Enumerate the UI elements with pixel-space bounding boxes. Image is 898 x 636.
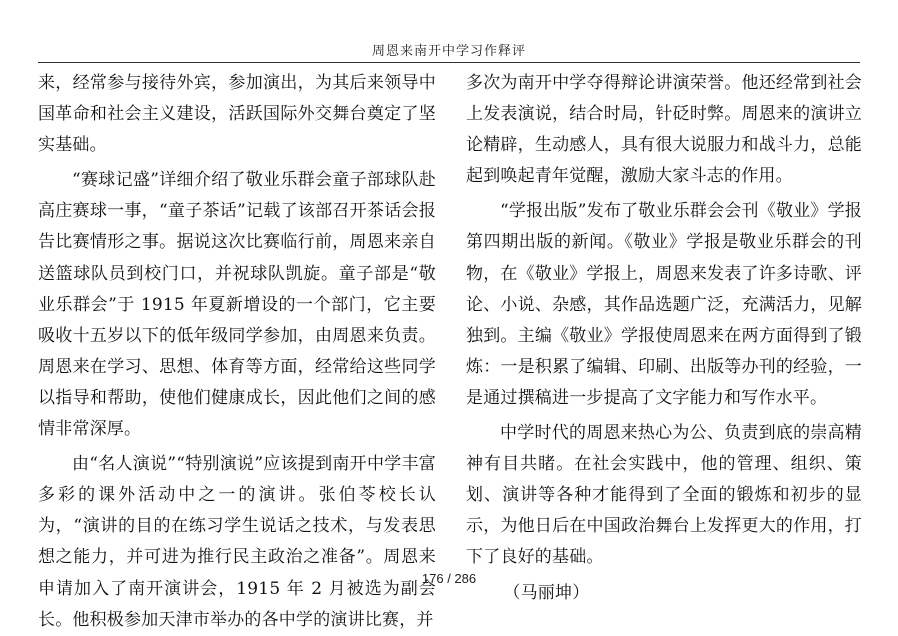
author-signature: （马丽坤） — [503, 582, 590, 603]
left-paragraph-1: 来，经常参与接待外宾，参加演出，为其后来领导中国革命和社会主义建设，活跃国际外交舞台奠定了坚实基础。 — [38, 73, 436, 156]
right-paragraph-1: 多次为南开中学夺得辩论讲演荣誉。他还经常到社会上发表演说，结合时局，针砭时弊。周恩来的演讲立论精辟，生动感人，具有很大说服力和战斗力，总能起到唤起青年觉醒，激励大家斗志的作用。 — [466, 73, 862, 187]
left-paragraph-3: 由“名人演说”“特别演说”应该提到南开中学丰富多彩的课外活动中之一的演讲。张伯苓校长认为，“演讲的目的在练习学生说话之技术，与发表思想之能力，并可进为推行民主政治之准备”。周恩来申请加入了南开演讲会，1915 年 2 月被选为副会长。他积极参加天津市举办的各中学的演讲比赛，并 — [38, 454, 436, 630]
right-paragraph-2: “学报出版”发布了敬业乐群会会刊《敬业》学报第四期出版的新闻。《敬业》学报是敬业乐群会的刊物，在《敬业》学报上，周恩来发表了许多诗歌、评论、小说、杂感，其作品选题广泛，充满活力，见解独到。主编《敬业》学报使周恩来在两方面得到了锻炼：一是积累了编辑、印刷、出版等办刊的经验，一是通过撰稿进一步提高了文字能力和写作水平。 — [466, 201, 862, 408]
right-paragraph-3: 中学时代的周恩来热心为公、负责到底的崇高精神有目共睹。在社会实践中，他的管理、组织、策划、演讲等各种才能得到了全面的锻炼和初步的显示，为他日后在中国政治舞台上发挥更大的作用，打下了良好的基础。 — [466, 423, 862, 568]
running-header-title: 周恩来南开中学习作释评 — [371, 44, 526, 59]
right-column — [466, 68, 862, 609]
left-column — [38, 68, 436, 636]
page-number: 176 / 286 — [421, 571, 477, 586]
left-paragraph-2: “赛球记盛”详细介绍了敬业乐群会童子部球队赴高庄赛球一事，“童子茶话”记载了该部召开茶话会报告比赛情形之事。据说这次比赛临行前，周恩来亲自送篮球队员到校门口，并祝球队凯旋。童子部是“敬业乐群会”于 1915 年夏新增设的一个部门，它主要吸收十五岁以下的低年级同学参加，由周恩来负责。周恩来在学习、思想、体育等方面，经常给这些同学以指导和帮助，使他们健康成长，因此他们之间的感情非常深厚。 — [38, 170, 436, 440]
header-divider — [38, 62, 860, 63]
